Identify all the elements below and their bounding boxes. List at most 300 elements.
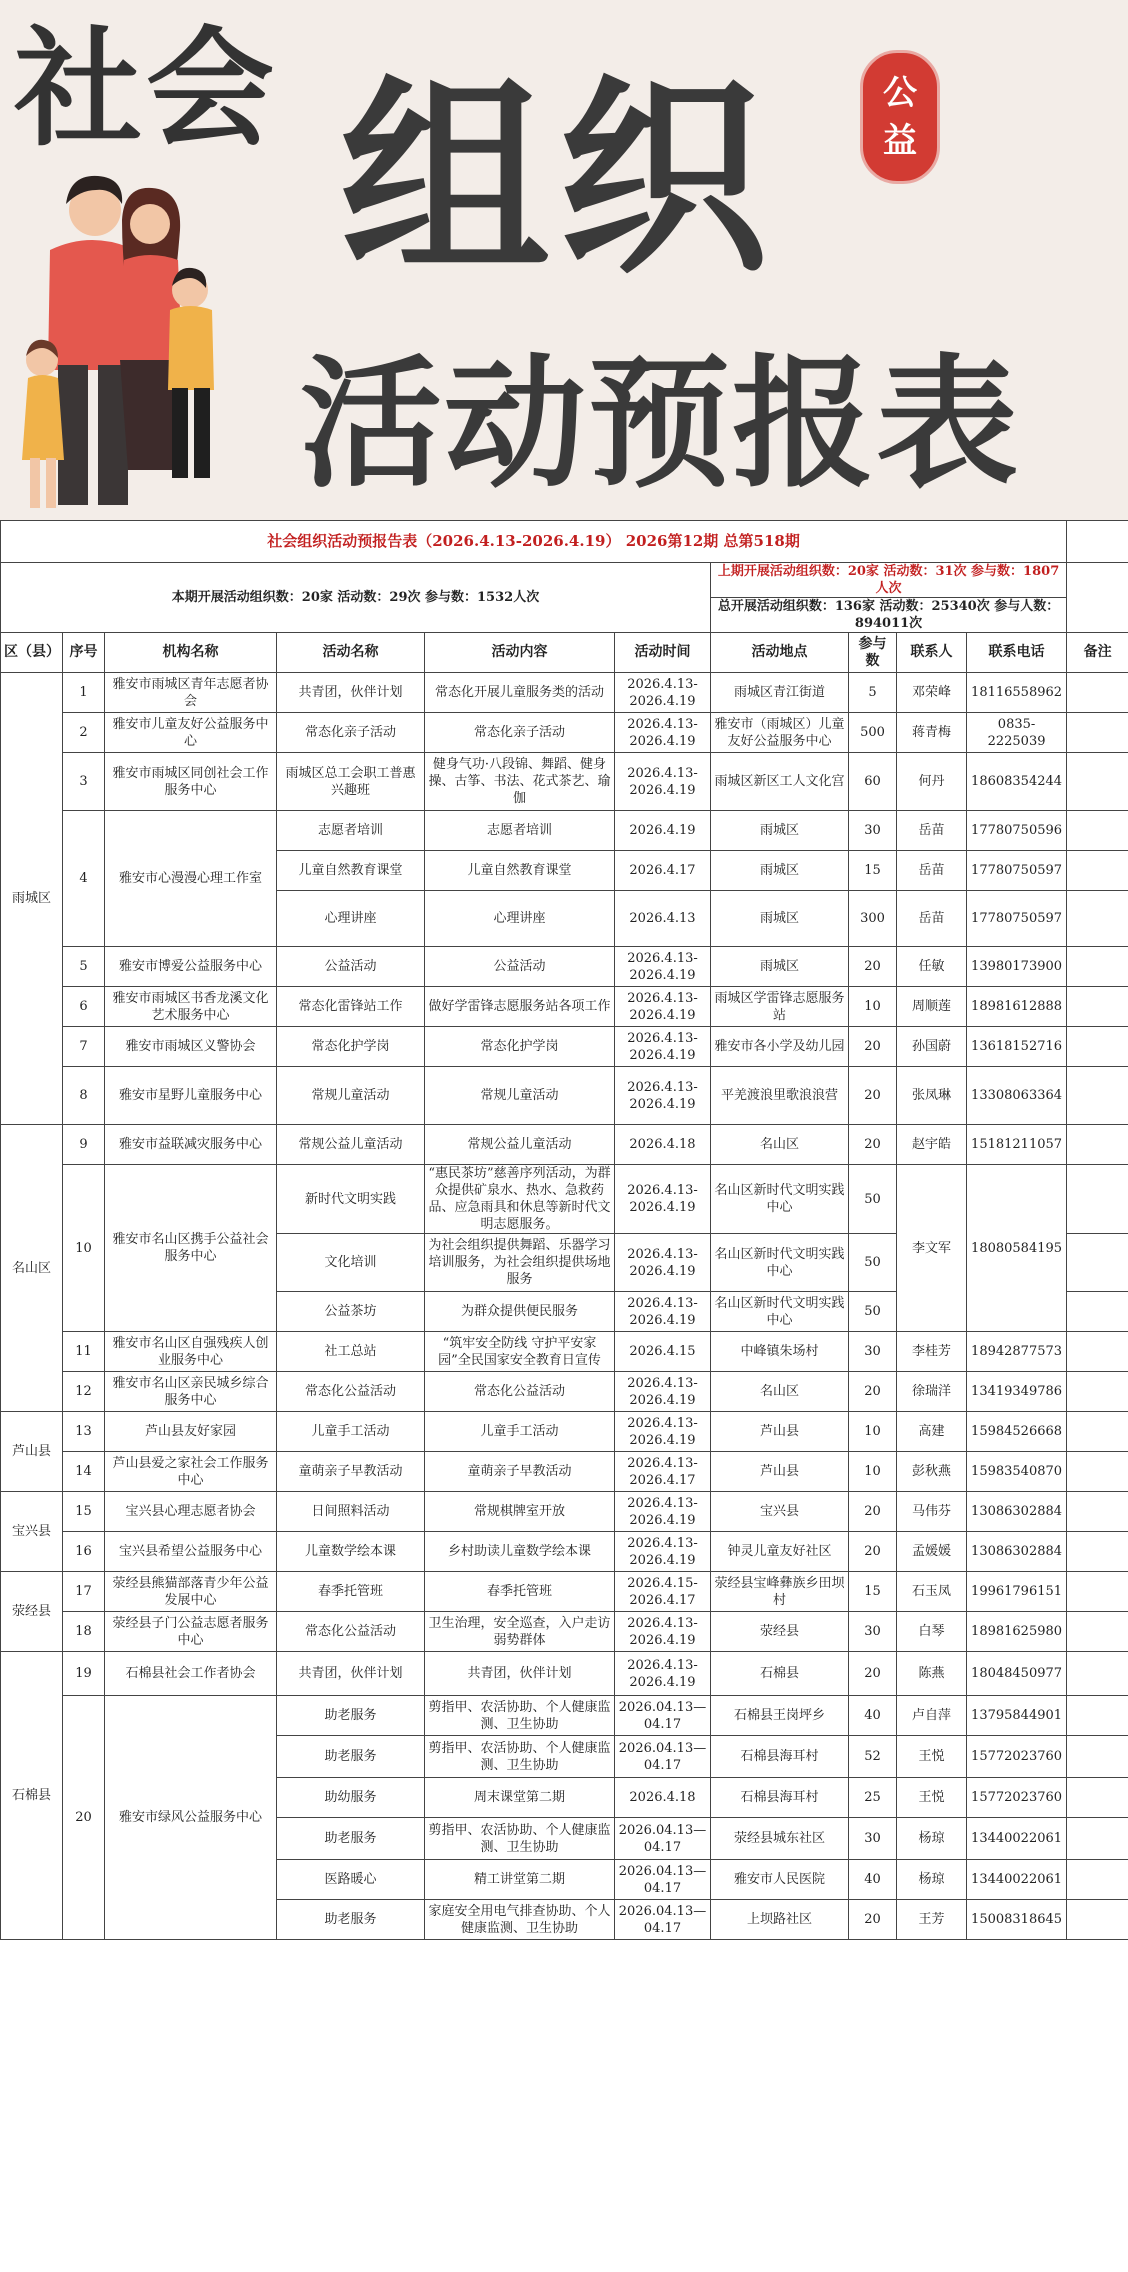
activity-name: 助老服务 <box>277 1696 425 1736</box>
activity-time: 2026.4.13-2026.4.19 <box>615 753 711 811</box>
family-illustration <box>0 160 270 520</box>
contact-person: 任敏 <box>897 947 967 987</box>
table-row <box>1 713 1128 753</box>
participants: 15 <box>849 851 897 891</box>
activity-name: 共青团，伙伴计划 <box>277 673 425 713</box>
activity-content: 常态化公益活动 <box>425 1372 615 1412</box>
participants: 15 <box>849 1572 897 1612</box>
participants: 20 <box>849 1027 897 1067</box>
row-index: 10 <box>63 1165 105 1332</box>
notes-cell <box>1067 1860 1128 1900</box>
notes-cell <box>1067 1125 1128 1165</box>
contact-person: 王悦 <box>897 1736 967 1778</box>
notes-cell <box>1067 1652 1128 1696</box>
notes-cell <box>1067 1532 1128 1572</box>
activity-name: 共青团，伙伴计划 <box>277 1652 425 1696</box>
row-index: 16 <box>63 1532 105 1572</box>
notes-cell <box>1067 1332 1128 1372</box>
participants: 10 <box>849 1412 897 1452</box>
activity-name: 常规儿童活动 <box>277 1067 425 1125</box>
contact-person: 石玉凤 <box>897 1572 967 1612</box>
table-row <box>1 1452 1128 1492</box>
header-time: 活动时间 <box>615 633 711 673</box>
activity-location: 石棉县王岗坪乡 <box>711 1696 849 1736</box>
activity-name: 雨城区总工会职工普惠兴趣班 <box>277 753 425 811</box>
activity-location: 上坝路社区 <box>711 1900 849 1940</box>
contact-person: 杨琼 <box>897 1818 967 1860</box>
activity-time: 2026.4.13-2026.4.19 <box>615 1372 711 1412</box>
notes-cell <box>1067 1696 1128 1736</box>
table-row <box>1 1165 1128 1234</box>
row-index: 18 <box>63 1612 105 1652</box>
contact-phone: 15983540870 <box>967 1452 1067 1492</box>
activity-time: 2026.4.13-2026.4.19 <box>615 1027 711 1067</box>
notes-cell <box>1067 1372 1128 1412</box>
activity-time: 2026.04.13—04.17 <box>615 1696 711 1736</box>
header-participants: 参与数 <box>849 633 897 673</box>
org-name: 雅安市益联减灾服务中心 <box>105 1125 277 1165</box>
empty-cell <box>1067 521 1128 563</box>
row-index: 20 <box>63 1696 105 1940</box>
activity-time: 2026.4.18 <box>615 1125 711 1165</box>
empty-cell <box>1067 563 1128 633</box>
activity-time: 2026.04.13—04.17 <box>615 1736 711 1778</box>
activity-name: 志愿者培训 <box>277 811 425 851</box>
activity-time: 2026.4.13-2026.4.19 <box>615 1165 711 1234</box>
org-name: 芦山县爱之家社会工作服务中心 <box>105 1452 277 1492</box>
contact-phone: 13795844901 <box>967 1696 1067 1736</box>
table-row <box>1 1612 1128 1652</box>
notes-cell <box>1067 1900 1128 1940</box>
contact-person: 卢自萍 <box>897 1696 967 1736</box>
activity-location: 石棉县海耳村 <box>711 1778 849 1818</box>
activity-content: 乡村助读儿童数学绘本课 <box>425 1532 615 1572</box>
table-row <box>1 1027 1128 1067</box>
contact-phone: 18608354244 <box>967 753 1067 811</box>
row-index: 15 <box>63 1492 105 1532</box>
activity-content: 家庭安全用电气排查协助、个人健康监测、卫生协助 <box>425 1900 615 1940</box>
contact-person: 岳苗 <box>897 891 967 947</box>
contact-person: 高建 <box>897 1412 967 1452</box>
banner-title-line3: 活动预报表 <box>300 342 1020 507</box>
activity-location: 石棉县 <box>711 1652 849 1696</box>
org-name: 石棉县社会工作者协会 <box>105 1652 277 1696</box>
contact-person: 白琴 <box>897 1612 967 1652</box>
district-cell: 荥经县 <box>1 1572 63 1652</box>
org-name: 雅安市雨城区书香龙溪文化艺术服务中心 <box>105 987 277 1027</box>
org-name: 雅安市心漫漫心理工作室 <box>105 811 277 947</box>
activity-content: “筑牢安全防线 守护平安家园”全民国家安全教育日宣传 <box>425 1332 615 1372</box>
header-contact: 联系人 <box>897 633 967 673</box>
header-phone: 联系电话 <box>967 633 1067 673</box>
participants: 5 <box>849 673 897 713</box>
header-district: 区（县） <box>1 633 63 673</box>
notes-cell <box>1067 1067 1128 1125</box>
table-row <box>1 1372 1128 1412</box>
seal-char-top: 公 <box>883 73 917 113</box>
contact-person: 周顺莲 <box>897 987 967 1027</box>
activity-location: 名山区新时代文明实践中心 <box>711 1234 849 1292</box>
row-index: 4 <box>63 811 105 947</box>
contact-person: 邓荣峰 <box>897 673 967 713</box>
activity-content: 常态化开展儿童服务类的活动 <box>425 673 615 713</box>
notes-cell <box>1067 1736 1128 1778</box>
contact-phone: 13618152716 <box>967 1027 1067 1067</box>
activity-time: 2026.4.13-2026.4.17 <box>615 1452 711 1492</box>
row-index: 17 <box>63 1572 105 1612</box>
notes-cell <box>1067 1234 1128 1292</box>
header-index: 序号 <box>63 633 105 673</box>
org-name: 荥经县熊猫部落青少年公益发展中心 <box>105 1572 277 1612</box>
contact-person: 孟媛媛 <box>897 1532 967 1572</box>
activity-location: 宝兴县 <box>711 1492 849 1532</box>
activity-location: 名山区 <box>711 1372 849 1412</box>
activity-location: 雨城区新区工人文化宫 <box>711 753 849 811</box>
activity-name: 助老服务 <box>277 1736 425 1778</box>
contact-person: 岳苗 <box>897 811 967 851</box>
participants: 20 <box>849 947 897 987</box>
header-notes: 备注 <box>1067 633 1128 673</box>
participants: 30 <box>849 1818 897 1860</box>
contact-phone: 0835-2225039 <box>967 713 1067 753</box>
activity-location: 雅安市各小学及幼儿园 <box>711 1027 849 1067</box>
participants: 20 <box>849 1532 897 1572</box>
contact-person: 赵宇皓 <box>897 1125 967 1165</box>
contact-person: 岳苗 <box>897 851 967 891</box>
activity-content: 心理讲座 <box>425 891 615 947</box>
row-index: 8 <box>63 1067 105 1125</box>
public-welfare-seal <box>860 50 940 184</box>
activity-location: 中峰镇朱场村 <box>711 1332 849 1372</box>
activity-time: 2026.4.19 <box>615 811 711 851</box>
contact-phone: 15008318645 <box>967 1900 1067 1940</box>
org-name: 雅安市儿童友好公益服务中心 <box>105 713 277 753</box>
notes-cell <box>1067 1492 1128 1532</box>
activity-name: 助幼服务 <box>277 1778 425 1818</box>
contact-phone: 13440022061 <box>967 1818 1067 1860</box>
report-title: 社会组织活动预报告表（2026.4.13-2026.4.19） 2026第12期 总第518期 <box>1 521 1067 563</box>
contact-phone: 15772023760 <box>967 1778 1067 1818</box>
activity-time: 2026.4.13-2026.4.19 <box>615 713 711 753</box>
table-row <box>1 1532 1128 1572</box>
activity-location: 雨城区学雷锋志愿服务站 <box>711 987 849 1027</box>
contact-phone: 13308063364 <box>967 1067 1067 1125</box>
notes-cell <box>1067 987 1128 1027</box>
contact-phone: 13419349786 <box>967 1372 1067 1412</box>
activity-time: 2026.4.13-2026.4.19 <box>615 1612 711 1652</box>
org-name: 雅安市雨城区同创社会工作服务中心 <box>105 753 277 811</box>
contact-person: 杨琼 <box>897 1860 967 1900</box>
activity-content: 常规公益儿童活动 <box>425 1125 615 1165</box>
contact-phone: 13086302884 <box>967 1532 1067 1572</box>
contact-phone: 18080584195 <box>967 1165 1067 1332</box>
activity-name: 新时代文明实践 <box>277 1165 425 1234</box>
notes-cell <box>1067 811 1128 851</box>
activity-time: 2026.4.13-2026.4.19 <box>615 1492 711 1532</box>
contact-phone: 18942877573 <box>967 1332 1067 1372</box>
participants: 50 <box>849 1234 897 1292</box>
participants: 20 <box>849 1652 897 1696</box>
notes-cell <box>1067 1612 1128 1652</box>
activity-location: 雨城区 <box>711 891 849 947</box>
activity-location: 雨城区 <box>711 811 849 851</box>
activity-name: 儿童手工活动 <box>277 1412 425 1452</box>
contact-person: 何丹 <box>897 753 967 811</box>
notes-cell <box>1067 891 1128 947</box>
contact-phone: 13980173900 <box>967 947 1067 987</box>
activity-content: 剪指甲、农活协助、个人健康监测、卫生协助 <box>425 1736 615 1778</box>
notes-cell <box>1067 1027 1128 1067</box>
activity-content: 做好学雷锋志愿服务站各项工作 <box>425 987 615 1027</box>
activity-location: 名山区新时代文明实践中心 <box>711 1165 849 1234</box>
activity-content: 常规棋牌室开放 <box>425 1492 615 1532</box>
contact-phone: 15984526668 <box>967 1412 1067 1452</box>
activity-location: 平羌渡浪里歌浪浪营 <box>711 1067 849 1125</box>
table-row <box>1 1572 1128 1612</box>
activity-name: 常规公益儿童活动 <box>277 1125 425 1165</box>
activity-time: 2026.04.13—04.17 <box>615 1900 711 1940</box>
table-row <box>1 1125 1128 1165</box>
contact-person: 徐瑞洋 <box>897 1372 967 1412</box>
contact-phone: 17780750597 <box>967 851 1067 891</box>
total-stats: 总开展活动组织数：136家 活动数：25340次 参与人数：894011次 <box>711 598 1067 633</box>
last-period-stats: 上期开展活动组织数：20家 活动数：31次 参与数：1807人次 <box>711 563 1067 598</box>
notes-cell <box>1067 1572 1128 1612</box>
org-name: 雅安市雨城区青年志愿者协会 <box>105 673 277 713</box>
header-org: 机构名称 <box>105 633 277 673</box>
activity-location: 荥经县宝峰彝族乡田坝村 <box>711 1572 849 1612</box>
row-index: 14 <box>63 1452 105 1492</box>
contact-phone: 17780750597 <box>967 891 1067 947</box>
contact-person: 张凤琳 <box>897 1067 967 1125</box>
participants: 20 <box>849 1125 897 1165</box>
header-content: 活动内容 <box>425 633 615 673</box>
row-index: 11 <box>63 1332 105 1372</box>
org-name: 雅安市名山区携手公益社会服务中心 <box>105 1165 277 1332</box>
activity-name: 常态化公益活动 <box>277 1372 425 1412</box>
activity-name: 常态化公益活动 <box>277 1612 425 1652</box>
contact-phone: 19961796151 <box>967 1572 1067 1612</box>
participants: 20 <box>849 1067 897 1125</box>
table-row <box>1 1332 1128 1372</box>
contact-person: 李文军 <box>897 1165 967 1332</box>
participants: 30 <box>849 1612 897 1652</box>
participants: 20 <box>849 1900 897 1940</box>
activity-content: “惠民茶坊”慈善序列活动，为群众提供矿泉水、热水、急救药品、应急雨具和休息等新时代文明志愿服务。 <box>425 1165 615 1234</box>
activity-time: 2026.04.13—04.17 <box>615 1818 711 1860</box>
contact-phone: 18981612888 <box>967 987 1067 1027</box>
this-period-stats: 本期开展活动组织数：20家 活动数：29次 参与数：1532人次 <box>1 563 711 633</box>
activity-content: 常态化亲子活动 <box>425 713 615 753</box>
row-index: 6 <box>63 987 105 1027</box>
activity-time: 2026.4.17 <box>615 851 711 891</box>
table-row <box>1 1067 1128 1125</box>
contact-phone: 17780750596 <box>967 811 1067 851</box>
contact-person: 陈燕 <box>897 1652 967 1696</box>
contact-person: 蒋青梅 <box>897 713 967 753</box>
activity-name: 儿童自然教育课堂 <box>277 851 425 891</box>
district-cell: 名山区 <box>1 1125 63 1412</box>
contact-person: 李桂芳 <box>897 1332 967 1372</box>
activity-name: 公益活动 <box>277 947 425 987</box>
row-index: 5 <box>63 947 105 987</box>
participants: 10 <box>849 1452 897 1492</box>
activity-location: 雨城区 <box>711 851 849 891</box>
participants: 10 <box>849 987 897 1027</box>
activity-name: 日间照料活动 <box>277 1492 425 1532</box>
participants: 50 <box>849 1165 897 1234</box>
participants: 50 <box>849 1292 897 1332</box>
activity-name: 助老服务 <box>277 1900 425 1940</box>
activity-name: 心理讲座 <box>277 891 425 947</box>
participants: 25 <box>849 1778 897 1818</box>
contact-phone: 15181211057 <box>967 1125 1067 1165</box>
activity-content: 共青团，伙伴计划 <box>425 1652 615 1696</box>
notes-cell <box>1067 713 1128 753</box>
contact-person: 彭秋燕 <box>897 1452 967 1492</box>
notes-cell <box>1067 673 1128 713</box>
activity-time: 2026.4.15 <box>615 1332 711 1372</box>
table-row <box>1 1492 1128 1532</box>
notes-cell <box>1067 851 1128 891</box>
activity-location: 钟灵儿童友好社区 <box>711 1532 849 1572</box>
activity-time: 2026.4.13 <box>615 891 711 947</box>
activity-name: 社工总站 <box>277 1332 425 1372</box>
contact-phone: 18116558962 <box>967 673 1067 713</box>
participants: 60 <box>849 753 897 811</box>
participants: 40 <box>849 1860 897 1900</box>
org-name: 荥经县子门公益志愿者服务中心 <box>105 1612 277 1652</box>
activity-name: 春季托管班 <box>277 1572 425 1612</box>
activity-content: 儿童手工活动 <box>425 1412 615 1452</box>
notes-cell <box>1067 1412 1128 1452</box>
org-name: 雅安市绿风公益服务中心 <box>105 1696 277 1940</box>
activity-name: 文化培训 <box>277 1234 425 1292</box>
table-row <box>1 1696 1128 1736</box>
notes-cell <box>1067 1292 1128 1332</box>
activity-content: 健身气功·八段锦、舞蹈、健身操、古筝、书法、花式茶艺、瑜伽 <box>425 753 615 811</box>
participants: 500 <box>849 713 897 753</box>
contact-person: 王芳 <box>897 1900 967 1940</box>
activity-name: 儿童数学绘本课 <box>277 1532 425 1572</box>
banner-title-line2: 组织 <box>340 57 777 302</box>
participants: 20 <box>849 1492 897 1532</box>
activity-location: 名山区 <box>711 1125 849 1165</box>
activity-content: 周末课堂第二期 <box>425 1778 615 1818</box>
contact-person: 王悦 <box>897 1778 967 1818</box>
table-row <box>1 1412 1128 1452</box>
notes-cell <box>1067 1452 1128 1492</box>
row-index: 1 <box>63 673 105 713</box>
contact-phone: 18981625980 <box>967 1612 1067 1652</box>
participants: 52 <box>849 1736 897 1778</box>
activity-time: 2026.4.18 <box>615 1778 711 1818</box>
table-row <box>1 753 1128 811</box>
org-name: 雅安市星野儿童服务中心 <box>105 1067 277 1125</box>
table-row <box>1 947 1128 987</box>
activity-name: 常态化雷锋站工作 <box>277 987 425 1027</box>
activity-name: 医路暖心 <box>277 1860 425 1900</box>
table-row <box>1 673 1128 713</box>
activity-name: 公益茶坊 <box>277 1292 425 1332</box>
activity-time: 2026.4.15-2026.4.17 <box>615 1572 711 1612</box>
district-cell: 宝兴县 <box>1 1492 63 1572</box>
notes-cell <box>1067 947 1128 987</box>
activity-location: 雨城区青江街道 <box>711 673 849 713</box>
activity-content: 剪指甲、农活协助、个人健康监测、卫生协助 <box>425 1696 615 1736</box>
org-name: 宝兴县心理志愿者协会 <box>105 1492 277 1532</box>
activity-location: 芦山县 <box>711 1412 849 1452</box>
activity-time: 2026.4.13-2026.4.19 <box>615 1412 711 1452</box>
activity-forecast-table <box>0 520 1128 1940</box>
activity-time: 2026.4.13-2026.4.19 <box>615 1067 711 1125</box>
contact-phone: 13086302884 <box>967 1492 1067 1532</box>
contact-person: 孙国蔚 <box>897 1027 967 1067</box>
org-name: 雅安市名山区亲民城乡综合服务中心 <box>105 1372 277 1412</box>
activity-content: 志愿者培训 <box>425 811 615 851</box>
activity-location: 雨城区 <box>711 947 849 987</box>
table-row <box>1 811 1128 851</box>
header-location: 活动地点 <box>711 633 849 673</box>
participants: 30 <box>849 1332 897 1372</box>
participants: 20 <box>849 1372 897 1412</box>
activity-name: 常态化亲子活动 <box>277 713 425 753</box>
org-name: 雅安市雨城区义警协会 <box>105 1027 277 1067</box>
activity-time: 2026.4.13-2026.4.19 <box>615 673 711 713</box>
activity-content: 常态化护学岗 <box>425 1027 615 1067</box>
activity-time: 2026.4.13-2026.4.19 <box>615 1292 711 1332</box>
activity-content: 精工讲堂第二期 <box>425 1860 615 1900</box>
notes-cell <box>1067 1818 1128 1860</box>
activity-location: 雅安市（雨城区）儿童友好公益服务中心 <box>711 713 849 753</box>
activity-name: 常态化护学岗 <box>277 1027 425 1067</box>
activity-time: 2026.4.13-2026.4.19 <box>615 1234 711 1292</box>
org-name: 雅安市博爱公益服务中心 <box>105 947 277 987</box>
contact-phone: 15772023760 <box>967 1736 1067 1778</box>
activity-location: 雅安市人民医院 <box>711 1860 849 1900</box>
banner <box>0 0 1128 520</box>
activity-content: 公益活动 <box>425 947 615 987</box>
activity-content: 春季托管班 <box>425 1572 615 1612</box>
activity-time: 2026.4.13-2026.4.19 <box>615 947 711 987</box>
contact-phone: 18048450977 <box>967 1652 1067 1696</box>
seal-char-bottom: 益 <box>883 121 917 161</box>
activity-location: 荥经县城东社区 <box>711 1818 849 1860</box>
row-index: 19 <box>63 1652 105 1696</box>
activity-time: 2026.4.13-2026.4.19 <box>615 987 711 1027</box>
activity-content: 为群众提供便民服务 <box>425 1292 615 1332</box>
org-name: 芦山县友好家园 <box>105 1412 277 1452</box>
activity-time: 2026.4.13-2026.4.19 <box>615 1532 711 1572</box>
district-cell: 石棉县 <box>1 1652 63 1940</box>
participants: 300 <box>849 891 897 947</box>
row-index: 2 <box>63 713 105 753</box>
activity-name: 助老服务 <box>277 1818 425 1860</box>
table-row <box>1 1652 1128 1696</box>
participants: 30 <box>849 811 897 851</box>
participants: 40 <box>849 1696 897 1736</box>
row-index: 7 <box>63 1027 105 1067</box>
activity-content: 常规儿童活动 <box>425 1067 615 1125</box>
activity-location: 荥经县 <box>711 1612 849 1652</box>
notes-cell <box>1067 1778 1128 1818</box>
activity-content: 为社会组织提供舞蹈、乐器学习培训服务，为社会组织提供场地服务 <box>425 1234 615 1292</box>
row-index: 3 <box>63 753 105 811</box>
contact-person: 马伟芬 <box>897 1492 967 1532</box>
activity-name: 童萌亲子早教活动 <box>277 1452 425 1492</box>
notes-cell <box>1067 753 1128 811</box>
activity-time: 2026.04.13—04.17 <box>615 1860 711 1900</box>
